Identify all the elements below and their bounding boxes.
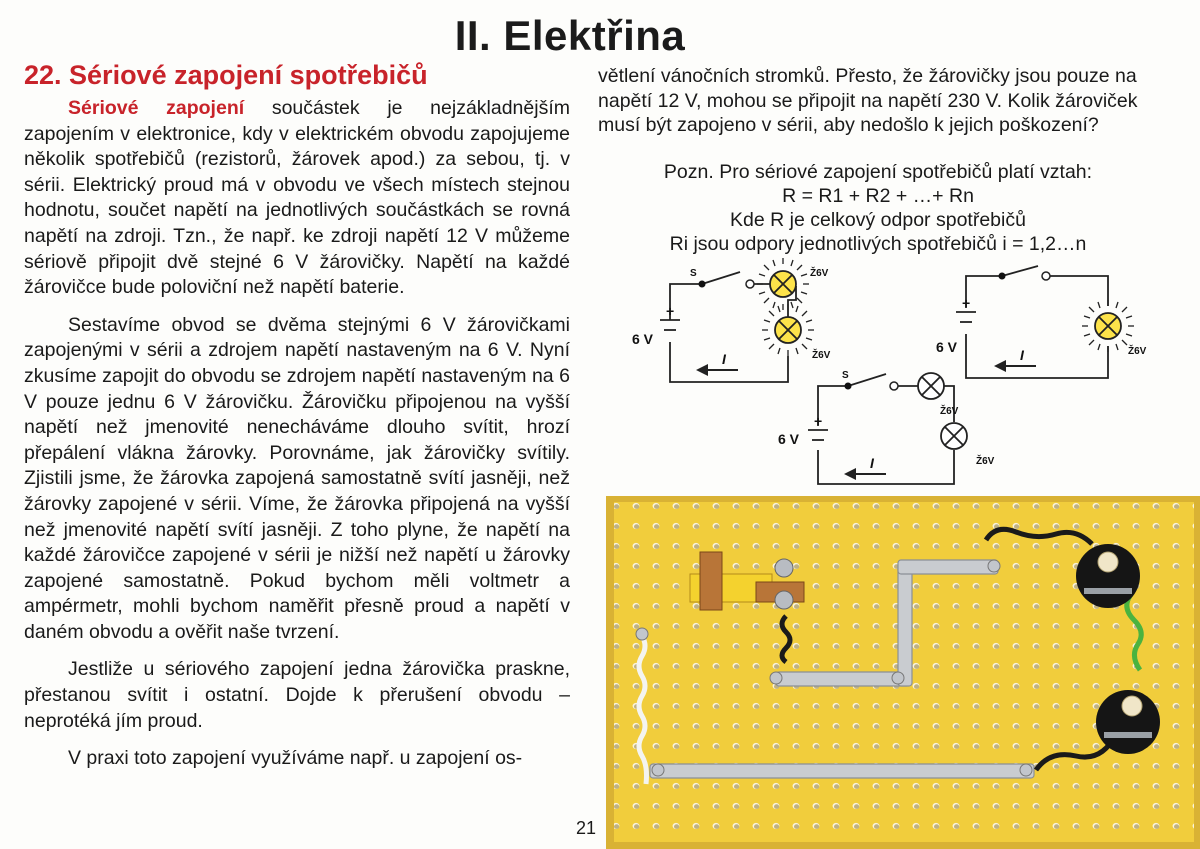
- lamp-icon: [1082, 300, 1134, 352]
- svg-text:+: +: [666, 303, 675, 319]
- voltage-label: 6 V: [778, 431, 800, 447]
- switch-label: S: [690, 268, 697, 279]
- svg-text:+: +: [962, 295, 971, 311]
- lamp-icon: [941, 423, 967, 449]
- lamp-label: Ž6V: [810, 268, 829, 279]
- lamp-label: Ž6V: [1128, 346, 1147, 357]
- voltage-label: 6 V: [632, 331, 654, 347]
- paragraph-2: Sestavíme obvod se dvěma stejnými 6 V žárovičkami zapojenými v sérii a zdrojem napětí nastaveným na 6 V. Nyní zkusíme zapojit do obvodu se zdrojem napětí nastaveným na 6 V pouze jednu 6 V žárovičku. Žárovičku připojenou na vyšší napětí než jmenovité nenecháváme dlouho svítit, hrozí přepálení vlákna žárovky. Porovnáme, jak žárovičky svítily. Zjistili jsme, že žárovka zapojená samostatně svítí jasněji, než žárovky zapojené v sérii. Víme, že žárovka připojená na vyšší než jmenovité napětí svítí jasněji. Z toho plyne, že napětí na každé žárovičce zapojené v sérii je nižší než napětí u žárovky zapojené samostatně. Pokud bychom měli voltmetr a ampérmetr, mohli bychom naměřit přesně proud a napětí v daném obvodu a ověřit naše tvrzení.: [24, 313, 570, 643]
- term-highlight: Sériové zapojení: [68, 97, 245, 119]
- switch-label: S: [842, 370, 849, 381]
- lamp-label: Ž6V: [976, 456, 995, 467]
- svg-text:+: +: [814, 413, 823, 429]
- right-column: [598, 64, 1158, 138]
- page-number: 21: [576, 818, 597, 838]
- formula: R = R1 + R2 + …+ Rn: [782, 185, 974, 207]
- svg-text:I: I: [722, 351, 726, 367]
- lamp-label: Ž6V: [812, 350, 831, 361]
- paragraph-1-text: součástek je nejzákladnějším zapojením v elektronice, kdy v elektrickém obvodu zapojujeme několik spotřebičů (rezistorů, žárovek apod.) za sebou, tj. v sérii. Elektrický proud má v obvodu ve všech místech stejnou hodnotu, součet napětí na jednotlivých součástkách se rovná napětí na zdroji. Tzn., že např. ke zdroji napětí 12 V můžeme sériově připojit dvě stejné 6 V žárovičky. Napětí na každé žárovičce bude poloviční než napětí baterie.: [24, 97, 570, 299]
- lamp-socket: [1096, 690, 1160, 754]
- circuit-diagrams: [610, 258, 1150, 494]
- current-arrow: [994, 347, 1036, 372]
- voltage-label: 6 V: [936, 339, 958, 355]
- svg-text:I: I: [870, 455, 874, 471]
- current-arrow: [844, 455, 886, 480]
- lamp-icon: [918, 373, 944, 399]
- chapter-title: II. Elektřina: [454, 12, 686, 59]
- paragraph-4: V praxi toto zapojení využíváme např. u zapojení os-: [68, 747, 523, 770]
- left-column: [24, 96, 570, 784]
- note-line-4: Ri jsou odpory jednotlivých spotřebičů i = 1,2…n: [669, 233, 1087, 255]
- note-line-3: Kde R je celkový odpor spotřebičů: [730, 209, 1026, 231]
- paragraph-3: Jestliže u sériového zapojení jedna žárovička praskne, přestanou svítit i ostatní. Dojde k přerušení obvodu – neprotéká jím proud.: [24, 658, 570, 732]
- note-line-1: Pozn. Pro sériové zapojení spotřebičů platí vztah:: [663, 161, 1093, 183]
- right-paragraph-1: větlení vánočních stromků. Přesto, že žárovičky jsou pouze na napětí 12 V, mohou se připojit na napětí 230 V. Kolik žároviček musí být zapojeno v sérii, aby nedošlo k jejich poškození?: [598, 65, 1138, 136]
- section-title: 22. Sériové zapojení spotřebičů: [24, 60, 428, 90]
- lamp-label: Ž6V: [940, 406, 959, 417]
- paragraph-1: [24, 96, 570, 301]
- lamp-socket: [1076, 544, 1140, 608]
- circuit-board-photo: [606, 496, 1200, 849]
- current-arrow: [696, 351, 738, 376]
- svg-text:I: I: [1020, 347, 1024, 363]
- circuit-single-lamp: [956, 266, 1108, 378]
